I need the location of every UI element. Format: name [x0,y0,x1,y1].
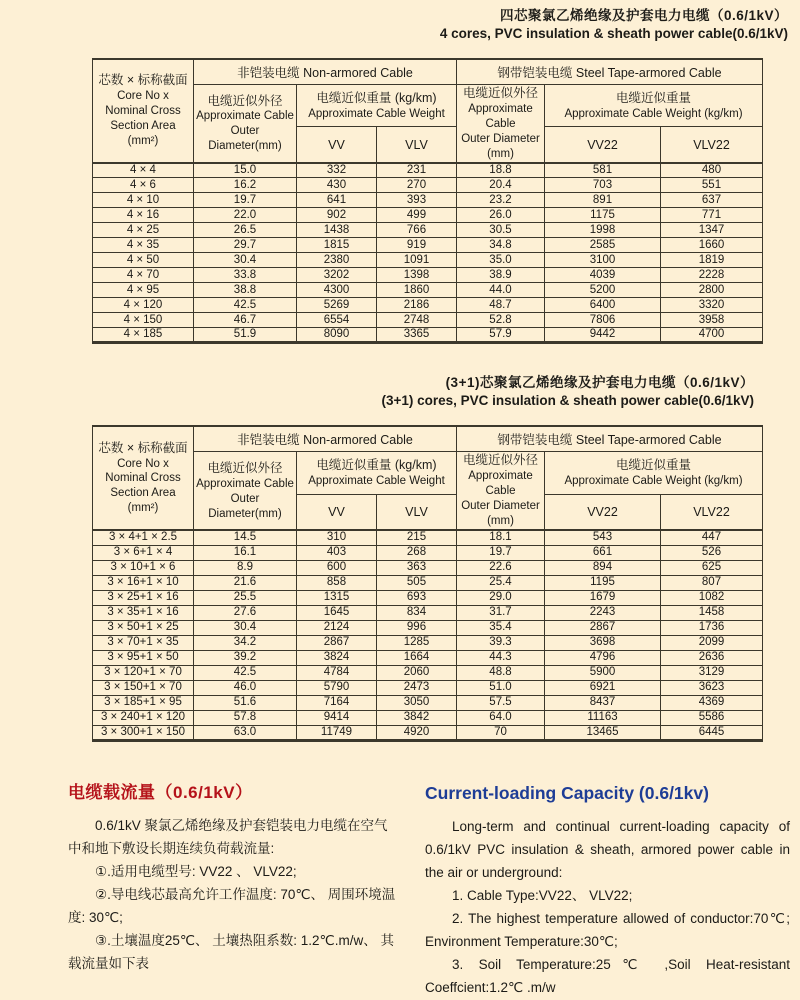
table-cell: 26.0 [457,208,545,223]
table-cell: 7806 [545,313,661,328]
table-cell: 3 × 185+1 × 95 [93,695,194,710]
capacity-notes-zh [68,779,398,1000]
table-cell: 35.4 [457,620,545,635]
table-cell: 6400 [545,298,661,313]
table-cell: 19.7 [194,193,297,208]
table-cell: 5200 [545,283,661,298]
header-dia2-en2: Outer Diameter [461,132,540,145]
capacity-zh-item-1: ①.适用电缆型号: VV22 、 VLV22; [95,864,297,880]
table-cell: 4 × 25 [93,223,194,238]
table-cell: 4 × 10 [93,193,194,208]
table-cell: 1860 [377,283,457,298]
table-cell: 1679 [545,590,661,605]
table-cell: 891 [545,193,661,208]
table-cell: 363 [377,560,457,575]
table-cell: 4 × 50 [93,253,194,268]
table1-title-en: 4 cores, PVC insulation & sheath power cable(0.6/1kV) [439,25,788,41]
table-cell: 14.5 [194,530,297,545]
table-row [93,725,763,740]
table-row [93,313,763,328]
table-cell: 20.4 [457,178,545,193]
table-row [93,238,763,253]
table-cell: 1175 [545,208,661,223]
header-weight1 [297,452,457,494]
table-row [93,178,763,193]
table-cell: 16.2 [194,178,297,193]
table-cell: 39.2 [194,650,297,665]
table-cell: 44.3 [457,650,545,665]
table-cell: 38.8 [194,283,297,298]
four-core-spec-table [92,58,763,345]
table-cell: 393 [377,193,457,208]
table-cell: 1082 [661,590,763,605]
table-cell: 3 × 70+1 × 35 [93,635,194,650]
header-dia1-zh: 电缆近似外径 [207,460,283,475]
table-cell: 5269 [297,298,377,313]
header-dia1-en2: Outer Diameter(mm) [208,125,282,153]
header-dia2-en3: (mm) [487,515,514,528]
table2-title-en: (3+1) cores, PVC insulation & sheath power cable(0.6/1kV) [381,393,754,409]
table-cell: 3365 [377,328,457,343]
table-cell: 4920 [377,725,457,740]
header-core-en1: Core No x [117,457,169,470]
table-cell: 268 [377,545,457,560]
header-dia1-en2: Outer Diameter(mm) [208,492,282,520]
table-cell: 51.6 [194,695,297,710]
table1-header [93,59,763,163]
table2-title-zh: (3+1)芯聚氯乙烯绝缘及护套电力电缆（0.6/1kV） [445,375,754,391]
table-cell: 5900 [545,665,661,680]
table-cell: 2867 [297,635,377,650]
header-dia2-en3: (mm) [487,147,514,160]
header-core-en4: (mm²) [127,502,159,515]
table-cell: 22.0 [194,208,297,223]
table-cell: 310 [297,530,377,545]
capacity-heading-zh: 电缆载流量（0.6/1kV） [68,782,253,802]
table-cell: 3 × 300+1 × 150 [93,725,194,740]
header-weight2 [545,85,763,127]
table-cell: 5586 [661,710,763,725]
table-cell: 25.4 [457,575,545,590]
table-cell: 4 × 4 [93,163,194,178]
table-cell: 1660 [661,238,763,253]
table-cell: 57.9 [457,328,545,343]
capacity-heading-en: Current-loading Capacity (0.6/1kv) [425,782,709,803]
header-dia1 [194,85,297,163]
table-cell: 11749 [297,725,377,740]
table-cell: 3202 [297,268,377,283]
table-cell: 27.6 [194,605,297,620]
table-cell: 902 [297,208,377,223]
table-row [93,298,763,313]
table-cell: 39.3 [457,635,545,650]
table-cell: 3 × 10+1 × 6 [93,560,194,575]
table-cell: 2867 [545,620,661,635]
table-cell: 4 × 6 [93,178,194,193]
table-cell: 33.8 [194,268,297,283]
table-cell: 70 [457,725,545,740]
header-vlv: VLV [377,494,457,530]
table-cell: 64.0 [457,710,545,725]
table-cell: 8.9 [194,560,297,575]
table-cell: 52.8 [457,313,545,328]
table-cell: 42.5 [194,298,297,313]
capacity-en-item-1: 1. Cable Type:VV22、 VLV22; [452,888,633,904]
table-cell: 2800 [661,283,763,298]
table-cell: 1398 [377,268,457,283]
table-cell: 4784 [297,665,377,680]
header-vv22: VV22 [545,127,661,163]
header-dia1-zh: 电缆近似外径 [207,93,283,108]
table-cell: 30.5 [457,223,545,238]
header-weight2 [545,452,763,494]
table-cell: 21.6 [194,575,297,590]
table-cell: 3050 [377,695,457,710]
header-group-non-armored-label: 非铠装电缆 Non-armored Cable [237,433,413,448]
table-cell: 13465 [545,725,661,740]
table-cell: 51.9 [194,328,297,343]
table-cell: 332 [297,163,377,178]
table-cell: 30.4 [194,620,297,635]
table-cell: 231 [377,163,457,178]
capacity-en-item-2: 2. The highest temperature allowed of conductor:70℃; Environment Temperature:30℃; [425,911,790,949]
table-cell: 4 × 70 [93,268,194,283]
table-cell: 2099 [661,635,763,650]
header-dia2 [457,85,545,163]
table-cell: 505 [377,575,457,590]
table-cell: 29.0 [457,590,545,605]
table-cell: 42.5 [194,665,297,680]
table-cell: 2060 [377,665,457,680]
table-cell: 2228 [661,268,763,283]
table-cell: 3824 [297,650,377,665]
table-cell: 581 [545,163,661,178]
table-cell: 1819 [661,253,763,268]
table-cell: 15.0 [194,163,297,178]
table-cell: 1736 [661,620,763,635]
table1-title-block [0,0,800,43]
table-cell: 2124 [297,620,377,635]
table2-title-block [0,344,800,410]
table-row [93,650,763,665]
table1-body [93,163,763,343]
header-group-steel-label: 钢带铠装电缆 Steel Tape-armored Cable [497,65,722,80]
table-cell: 4796 [545,650,661,665]
table-cell: 25.5 [194,590,297,605]
header-group-steel [457,426,763,452]
table-cell: 51.0 [457,680,545,695]
table-cell: 19.7 [457,545,545,560]
table-cell: 22.6 [457,560,545,575]
table-cell: 499 [377,208,457,223]
table-cell: 4 × 16 [93,208,194,223]
header-weight1-zh: 电缆近似重量 (kg/km) [316,90,437,105]
table-row [93,575,763,590]
table-cell: 4 × 185 [93,328,194,343]
table-cell: 2186 [377,298,457,313]
table-cell: 3958 [661,313,763,328]
header-vlv22: VLV22 [661,127,763,163]
table-cell: 807 [661,575,763,590]
table-row [93,268,763,283]
table-row [93,545,763,560]
table-cell: 771 [661,208,763,223]
table-cell: 26.5 [194,223,297,238]
table-row [93,253,763,268]
header-dia2-zh: 电缆近似外径 [462,453,538,468]
table-cell: 1347 [661,223,763,238]
table-row [93,223,763,238]
table-cell: 8090 [297,328,377,343]
table-cell: 3 × 95+1 × 50 [93,650,194,665]
table-cell: 3623 [661,680,763,695]
table-cell: 1998 [545,223,661,238]
table2-body [93,530,763,740]
header-weight2-zh: 电缆近似重量 [615,458,691,473]
table-cell: 44.0 [457,283,545,298]
table-cell: 46.0 [194,680,297,695]
table-cell: 23.2 [457,193,545,208]
table-cell: 16.1 [194,545,297,560]
header-group-non-armored [194,59,457,85]
header-weight2-en: Approximate Cable Weight (kg/km) [564,474,743,487]
table-cell: 1645 [297,605,377,620]
table-cell: 34.2 [194,635,297,650]
table-row [93,560,763,575]
table2-header [93,426,763,530]
table-cell: 4 × 150 [93,313,194,328]
table-cell: 600 [297,560,377,575]
table-cell: 996 [377,620,457,635]
table-cell: 1091 [377,253,457,268]
table-row [93,695,763,710]
table-cell: 693 [377,590,457,605]
table1-title-zh: 四芯聚氯乙烯绝缘及护套电力电缆（0.6/1kV） [499,8,788,23]
table-cell: 8437 [545,695,661,710]
table-cell: 48.8 [457,665,545,680]
table-cell: 1438 [297,223,377,238]
table-cell: 858 [297,575,377,590]
header-core-en1: Core No x [117,90,169,103]
table-cell: 1285 [377,635,457,650]
header-weight1-en: Approximate Cable Weight [308,474,445,487]
table-cell: 3100 [545,253,661,268]
table-cell: 3129 [661,665,763,680]
table-cell: 34.8 [457,238,545,253]
table-cell: 919 [377,238,457,253]
header-core-section [93,426,194,530]
table-cell: 2243 [545,605,661,620]
table-row [93,163,763,178]
header-dia2 [457,452,545,530]
table-cell: 526 [661,545,763,560]
capacity-zh-item-2: ②.导电线芯最高允许工作温度: 70℃、 周围环境温度: 30℃; [68,887,396,926]
header-core-zh: 芯数 × 标称截面 [98,440,188,455]
header-weight2-en: Approximate Cable Weight (kg/km) [564,107,743,120]
table-cell: 30.4 [194,253,297,268]
table-cell: 4700 [661,328,763,343]
header-weight1-en: Approximate Cable Weight [308,107,445,120]
capacity-zh-item-3: ③.土壤温度25℃、 土壤热阻系数: 1.2℃.m/w、 其载流量如下表 [68,933,394,972]
table-cell: 641 [297,193,377,208]
table-cell: 46.7 [194,313,297,328]
table-cell: 543 [545,530,661,545]
table-cell: 270 [377,178,457,193]
table-cell: 4039 [545,268,661,283]
table-cell: 4369 [661,695,763,710]
table-row [93,710,763,725]
table-row [93,680,763,695]
table-row [93,665,763,680]
table-cell: 38.9 [457,268,545,283]
table-cell: 661 [545,545,661,560]
table-row [93,620,763,635]
header-vv: VV [297,127,377,163]
table-cell: 2585 [545,238,661,253]
table-row [93,635,763,650]
header-dia1-en1: Approximate Cable [196,110,294,123]
header-core-en3: Section Area [110,120,176,133]
table-cell: 480 [661,163,763,178]
table-cell: 551 [661,178,763,193]
table-cell: 7164 [297,695,377,710]
capacity-en-intro: Long-term and continual current-loading capacity of 0.6/1kV PVC insulation & sheath, armored power cable in the air or underground: [425,819,790,881]
table-cell: 3 × 35+1 × 16 [93,605,194,620]
capacity-en-item-3: 3. Soil Temperature:25℃ ,Soil Heat-resistant Coeffcient:1.2℃ .m/w [425,956,790,995]
table-cell: 3 × 25+1 × 16 [93,590,194,605]
table-cell: 4 × 35 [93,238,194,253]
table-row [93,283,763,298]
header-group-steel [457,59,763,85]
header-core-en2: Nominal Cross [105,105,181,118]
header-core-section [93,59,194,163]
header-group-non-armored [194,426,457,452]
table-cell: 766 [377,223,457,238]
table-cell: 5790 [297,680,377,695]
table-cell: 3 × 120+1 × 70 [93,665,194,680]
table-cell: 6445 [661,725,763,740]
table-row [93,605,763,620]
capacity-notes-en [425,779,790,1000]
table-cell: 3 × 240+1 × 120 [93,710,194,725]
table-cell: 703 [545,178,661,193]
header-group-non-armored-label: 非铠装电缆 Non-armored Cable [237,65,413,80]
header-dia2-en1: Approximate Cable [468,103,533,130]
table-cell: 1195 [545,575,661,590]
table-cell: 3 × 16+1 × 10 [93,575,194,590]
header-vv22: VV22 [545,494,661,530]
header-core-en2: Nominal Cross [105,472,181,485]
table-row [93,530,763,545]
table-cell: 18.1 [457,530,545,545]
header-weight1 [297,85,457,127]
table-cell: 4 × 120 [93,298,194,313]
table-cell: 4 × 95 [93,283,194,298]
table-cell: 1815 [297,238,377,253]
table-row [93,328,763,343]
table-cell: 215 [377,530,457,545]
header-core-en4: (mm²) [127,135,159,148]
header-dia2-en2: Outer Diameter [461,500,540,513]
table-cell: 2380 [297,253,377,268]
table-cell: 29.7 [194,238,297,253]
table-cell: 3698 [545,635,661,650]
header-vlv: VLV [377,127,457,163]
table-cell: 2473 [377,680,457,695]
table-cell: 3842 [377,710,457,725]
table-cell: 2636 [661,650,763,665]
table-row [93,193,763,208]
table-cell: 6921 [545,680,661,695]
header-weight1-zh: 电缆近似重量 (kg/km) [316,458,437,473]
current-loading-capacity-section [0,742,800,1000]
header-core-zh: 芯数 × 标称截面 [98,73,188,88]
table-cell: 9442 [545,328,661,343]
three-plus-one-core-spec-table [92,425,763,742]
table-cell: 4300 [297,283,377,298]
table-cell: 1315 [297,590,377,605]
table-cell: 6554 [297,313,377,328]
header-core-en3: Section Area [110,487,176,500]
capacity-zh-intro: 0.6/1kV 聚氯乙烯绝缘及护套铠装电力电缆在空气中和地下敷设长期连续负荷载流量: [68,818,388,857]
table-cell: 430 [297,178,377,193]
table-cell: 637 [661,193,763,208]
header-group-steel-label: 钢带铠装电缆 Steel Tape-armored Cable [497,433,722,448]
table-cell: 35.0 [457,253,545,268]
table-cell: 57.5 [457,695,545,710]
table-cell: 48.7 [457,298,545,313]
table-cell: 9414 [297,710,377,725]
table-cell: 57.8 [194,710,297,725]
header-vv: VV [297,494,377,530]
table-cell: 18.8 [457,163,545,178]
table-cell: 447 [661,530,763,545]
header-dia1-en1: Approximate Cable [196,477,294,490]
table-cell: 3 × 150+1 × 70 [93,680,194,695]
table-cell: 3320 [661,298,763,313]
header-vlv22: VLV22 [661,494,763,530]
table-cell: 2748 [377,313,457,328]
table-row [93,208,763,223]
table-cell: 403 [297,545,377,560]
table-cell: 31.7 [457,605,545,620]
table-cell: 1664 [377,650,457,665]
table-cell: 3 × 4+1 × 2.5 [93,530,194,545]
table-cell: 1458 [661,605,763,620]
table-cell: 63.0 [194,725,297,740]
table-cell: 11163 [545,710,661,725]
table-cell: 834 [377,605,457,620]
header-dia1 [194,452,297,530]
table-cell: 3 × 6+1 × 4 [93,545,194,560]
header-weight2-zh: 电缆近似重量 [615,90,691,105]
table-row [93,590,763,605]
table-cell: 894 [545,560,661,575]
header-dia2-en1: Approximate Cable [468,470,533,498]
table-cell: 625 [661,560,763,575]
table-cell: 3 × 50+1 × 25 [93,620,194,635]
header-dia2-zh: 电缆近似外径 [462,86,538,101]
